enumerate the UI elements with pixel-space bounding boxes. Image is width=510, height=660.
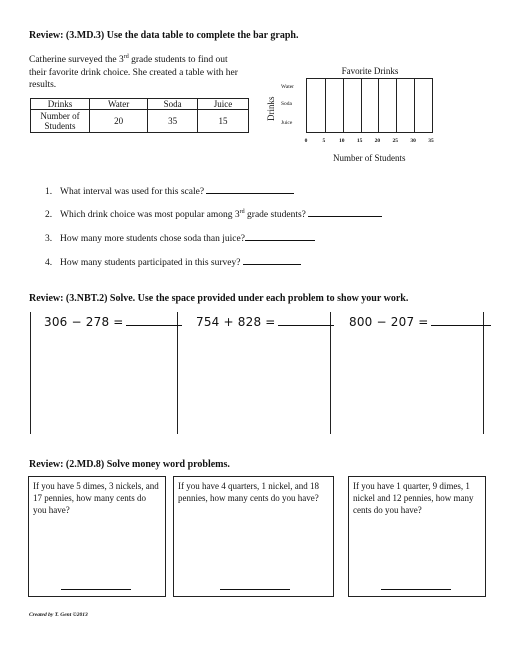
- question-sup: rd: [239, 208, 245, 215]
- intro-line-1: Catherine surveyed the 3: [29, 55, 124, 65]
- problem-text: 800 − 207 =: [349, 315, 429, 329]
- math-problem-1: [44, 315, 182, 329]
- chart-grid-line: [361, 79, 362, 132]
- problem-text: 306 − 278 =: [44, 315, 124, 329]
- chart-grid-line: [378, 79, 379, 132]
- question-number: 4.: [45, 258, 53, 268]
- answer-blank[interactable]: [61, 588, 131, 590]
- divider-line: [177, 312, 178, 434]
- chart-tick-label: 10: [338, 138, 345, 144]
- question-4: [45, 255, 301, 268]
- money-problem-3: [348, 476, 486, 597]
- table-header: Drinks: [31, 99, 90, 110]
- table-row-label: Number of Students: [31, 110, 90, 133]
- chart-grid-line: [325, 79, 326, 132]
- question-text: Which drink choice was most popular among 3: [60, 210, 240, 220]
- answer-blank[interactable]: [220, 588, 290, 590]
- answer-blank[interactable]: [381, 588, 451, 590]
- answer-blank[interactable]: [245, 231, 315, 241]
- table-cell: 35: [148, 110, 198, 133]
- question-number: 2.: [45, 210, 53, 220]
- answer-blank[interactable]: [308, 207, 382, 217]
- chart-grid-line: [343, 79, 344, 132]
- math-problem-3: [349, 315, 491, 329]
- math-problem-2: [196, 315, 334, 329]
- chart-tick-label: 25: [392, 138, 399, 144]
- category-label-soda: Soda: [281, 101, 292, 107]
- answer-blank[interactable]: [431, 315, 491, 326]
- divider-line: [30, 312, 31, 434]
- chart-tick-label: 5: [322, 138, 326, 144]
- section2-heading: Review: (3.NBT.2) Solve. Use the space provided under each problem to show your work.: [29, 293, 409, 304]
- money-problem-text: If you have 1 quarter, 9 dimes, 1 nickel and 12 pennies, how many cents do you have?: [353, 481, 474, 515]
- chart-grid-line: [414, 79, 415, 132]
- chart-title: Favorite Drinks: [341, 66, 399, 76]
- intro-paragraph: [29, 54, 264, 92]
- question-text: How many more students chose soda than juice?: [60, 234, 245, 244]
- money-problem-text: If you have 4 quarters, 1 nickel, and 18 pennies, how many cents do you have?: [178, 481, 319, 503]
- intro-sup: rd: [123, 53, 129, 60]
- question-text: How many students participated in this survey?: [60, 258, 241, 268]
- answer-blank[interactable]: [243, 255, 301, 265]
- money-problem-2: [173, 476, 334, 597]
- table-header: Juice: [197, 99, 248, 110]
- question-text-end: grade students?: [244, 210, 306, 220]
- chart-tick-label: 15: [356, 138, 363, 144]
- category-label-water: Water: [281, 84, 294, 90]
- table-cell: 20: [90, 110, 148, 133]
- problem-text: 754 + 828 =: [196, 315, 276, 329]
- chart-ylabel: Drinks: [266, 96, 276, 121]
- money-problem-1: [28, 476, 166, 597]
- data-table: [30, 98, 249, 133]
- intro-line-3: results.: [29, 80, 57, 90]
- question-2: [45, 207, 382, 220]
- chart-tick-label: 0: [304, 138, 308, 144]
- chart-tick-labels: [306, 138, 432, 146]
- footer-credit: Created by T. Gent ©2013: [29, 612, 88, 618]
- section1-heading: Review: (3.MD.3) Use the data table to complete the bar graph.: [29, 30, 299, 41]
- table-header: Water: [90, 99, 148, 110]
- answer-blank[interactable]: [278, 315, 334, 326]
- chart-tick-label: 20: [374, 138, 381, 144]
- section3-heading: Review: (2.MD.8) Solve money word problems.: [29, 459, 230, 470]
- category-label-juice: Juice: [281, 120, 293, 126]
- chart-tick-label: 35: [428, 138, 434, 144]
- chart-xlabel: Number of Students: [333, 153, 406, 163]
- question-number: 3.: [45, 234, 53, 244]
- table-cell: 15: [197, 110, 248, 133]
- question-3: [45, 231, 315, 244]
- table-header: Soda: [148, 99, 198, 110]
- chart-tick-label: 30: [410, 138, 416, 144]
- chart-plot-area: [306, 78, 433, 133]
- chart-grid-line: [396, 79, 397, 132]
- answer-blank[interactable]: [126, 315, 182, 326]
- intro-line-2: their favorite drink choice. She created a table with her: [29, 67, 238, 78]
- question-text: What interval was used for this scale?: [60, 187, 205, 197]
- divider-line: [330, 312, 331, 434]
- question-1: [45, 184, 294, 197]
- money-problem-text: If you have 5 dimes, 3 nickels, and 17 pennies, how many cents do you have?: [33, 481, 159, 515]
- divider-line: [483, 312, 484, 434]
- question-number: 1.: [45, 187, 53, 197]
- intro-line-1-end: grade students to find out: [128, 55, 228, 65]
- answer-blank[interactable]: [206, 184, 294, 194]
- category-labels: [279, 84, 305, 130]
